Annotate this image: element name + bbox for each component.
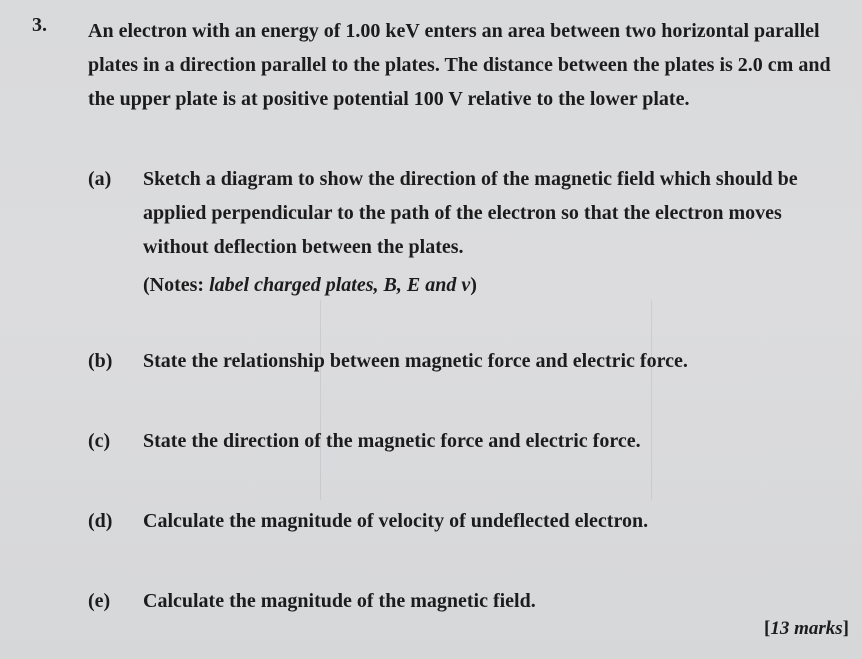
part-a-label: (a) [88, 168, 112, 190]
notes-suffix: ) [470, 274, 477, 296]
part-c-text: State the direction of the magnetic force and electric force. [143, 430, 641, 452]
question-stem: An electron with an energy of 1.00 keV enters an area between two horizontal parallel plates in a direction parallel to the plates. The distance between the plates is 2.0 cm and the upper plate is at positive potential 100 V relative to the lower plate. [88, 20, 831, 110]
part-a-notes [143, 268, 477, 302]
part-e-text: Calculate the magnitude of the magnetic field. [143, 590, 536, 612]
part-e-label: (e) [88, 590, 111, 612]
part-b-label: (b) [88, 350, 113, 372]
notes-prefix: (Notes: [143, 274, 210, 296]
marks-value: 13 marks [770, 618, 843, 639]
marks-open-bracket: [ [764, 618, 771, 639]
part-b-text: State the relationship between magnetic force and electric force. [143, 350, 688, 372]
faint-grid-background [320, 300, 652, 500]
part-d-text: Calculate the magnitude of velocity of undeflected electron. [143, 510, 649, 532]
part-a-text: Sketch a diagram to show the direction of the magnetic field which should be applied perpendicular to the path of the electron so that the electron moves without deflection between the plates. [143, 168, 798, 258]
total-marks [764, 618, 849, 640]
marks-close-bracket: ] [842, 618, 849, 639]
question-number: 3. [32, 14, 47, 36]
part-d-label: (d) [88, 510, 113, 532]
notes-body: label charged plates, B, E and v [209, 274, 471, 296]
part-c-label: (c) [88, 430, 111, 452]
